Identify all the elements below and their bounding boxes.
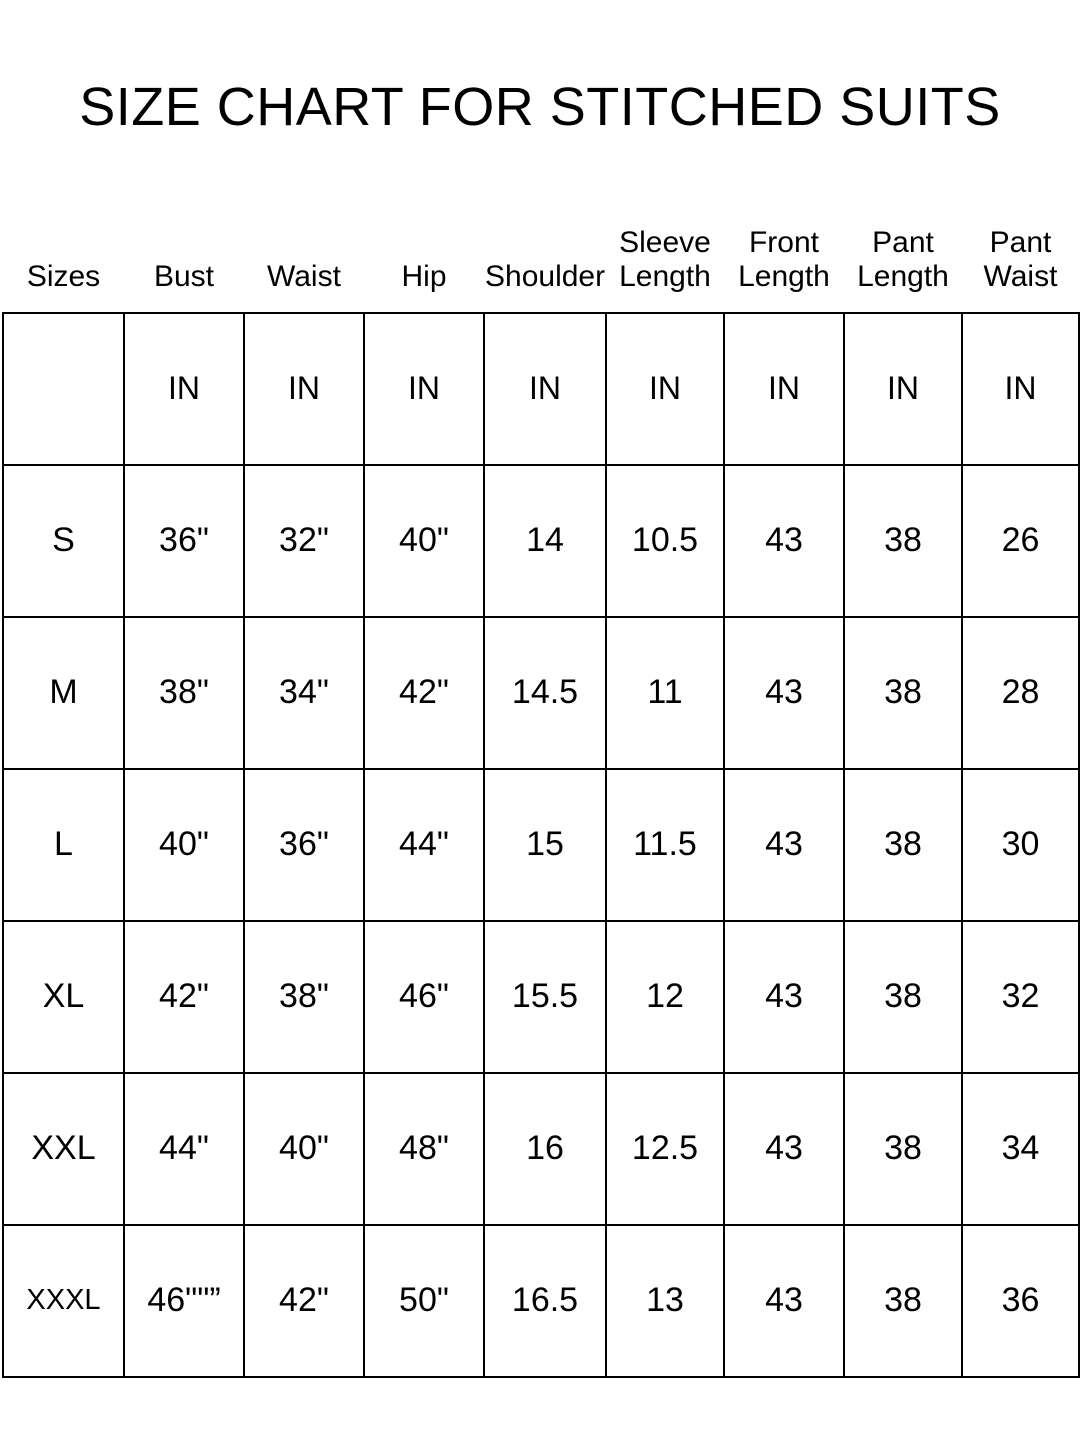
cell-sleeve-length: 13 [606,1225,724,1377]
unit-cell-sizes [3,313,124,465]
cell-size: L [3,769,124,921]
cell-bust: 42" [124,921,244,1073]
cell-waist: 32" [244,465,364,617]
cell-shoulder: 15 [484,769,606,921]
cell-sleeve-length: 11 [606,617,724,769]
column-header-bust: Bust [153,259,215,293]
cell-sleeve-length: 12 [606,921,724,1073]
cell-pant-length: 38 [844,1225,962,1377]
table-row [3,769,1079,921]
cell-waist: 42" [244,1225,364,1377]
cell-size: XXL [3,1073,124,1225]
cell-pant-length: 38 [844,465,962,617]
cell-hip: 50" [364,1225,484,1377]
table-row [3,465,1079,617]
column-header-sizes: Sizes [26,259,101,293]
unit-cell-pant-waist: IN [962,313,1079,465]
cell-bust: 40" [124,769,244,921]
cell-sleeve-length: 10.5 [606,465,724,617]
size-chart-table [2,225,1080,1377]
cell-waist: 40" [244,1073,364,1225]
cell-shoulder: 16.5 [484,1225,606,1377]
cell-size: M [3,617,124,769]
cell-pant-length: 38 [844,617,962,769]
cell-pant-length: 38 [844,1073,962,1225]
cell-waist: 36" [244,769,364,921]
cell-pant-waist: 26 [962,465,1079,617]
column-header-pant-length: Pant Length [857,226,949,293]
unit-cell-bust: IN [124,313,244,465]
cell-bust: 46""” [124,1225,244,1377]
cell-pant-length: 38 [844,769,962,921]
cell-size: XL [3,921,124,1073]
cell-pant-waist: 30 [962,769,1079,921]
unit-cell-shoulder: IN [484,313,606,465]
cell-shoulder: 14.5 [484,617,606,769]
size-chart-table-container [0,225,1080,1377]
cell-pant-waist: 32 [962,921,1079,1073]
cell-bust: 44" [124,1073,244,1225]
page-title: SIZE CHART FOR STITCHED SUITS [79,77,1001,137]
cell-pant-waist: 28 [962,617,1079,769]
column-header-hip: Hip [401,259,447,293]
column-header-front-length: Front Length [738,226,830,293]
cell-pant-waist: 34 [962,1073,1079,1225]
unit-cell-hip: IN [364,313,484,465]
cell-sleeve-length: 11.5 [606,769,724,921]
cell-hip: 48" [364,1073,484,1225]
cell-size: XXXL [3,1225,124,1377]
unit-cell-waist: IN [244,313,364,465]
table-row [3,921,1079,1073]
cell-front-length: 43 [724,769,844,921]
cell-front-length: 43 [724,921,844,1073]
cell-pant-length: 38 [844,921,962,1073]
column-header-sleeve-length: Sleeve Length [619,226,711,293]
cell-size: S [3,465,124,617]
cell-hip: 42" [364,617,484,769]
cell-shoulder: 16 [484,1073,606,1225]
unit-cell-front-length: IN [724,313,844,465]
cell-hip: 44" [364,769,484,921]
column-header-shoulder: Shoulder [485,259,606,293]
cell-front-length: 43 [724,1073,844,1225]
cell-waist: 38" [244,921,364,1073]
column-header-pant-waist: Pant Waist [983,226,1058,293]
table-row [3,1073,1079,1225]
unit-cell-sleeve-length: IN [606,313,724,465]
cell-front-length: 43 [724,617,844,769]
cell-bust: 38" [124,617,244,769]
table-header-row [3,225,1079,312]
cell-hip: 40" [364,465,484,617]
cell-hip: 46" [364,921,484,1073]
cell-sleeve-length: 12.5 [606,1073,724,1225]
table-row [3,1225,1079,1377]
table-row [3,617,1079,769]
cell-shoulder: 15.5 [484,921,606,1073]
column-header-waist: Waist [267,259,341,293]
cell-front-length: 43 [724,465,844,617]
cell-front-length: 43 [724,1225,844,1377]
table-units-row [3,313,1079,465]
cell-shoulder: 14 [484,465,606,617]
cell-pant-waist: 36 [962,1225,1079,1377]
unit-cell-pant-length: IN [844,313,962,465]
cell-waist: 34" [244,617,364,769]
cell-bust: 36" [124,465,244,617]
